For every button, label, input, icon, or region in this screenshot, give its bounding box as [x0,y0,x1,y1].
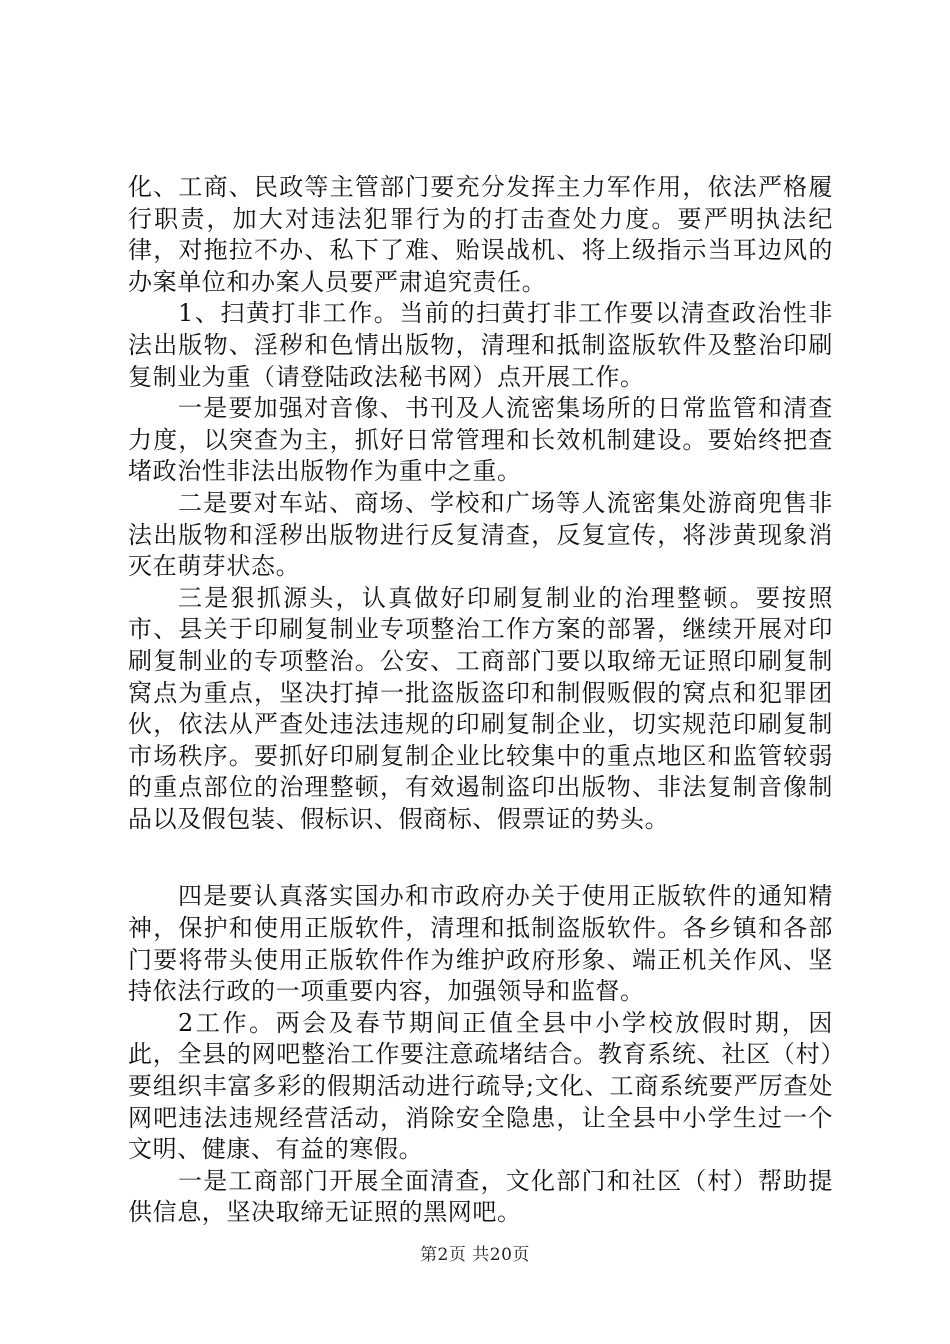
page-footer [0,1244,950,1266]
paragraph-anti-porn-work: 1、扫黄打非工作。当前的扫黄打非工作要以清查政治性非法出版物、淫秽和色情出版物，清理和抵制盗版软件及整治印刷复制业为重（请登陆政法秘书网）点开展工作。 [128,299,833,391]
paragraph-item-three: 三是狠抓源头，认真做好印刷复制业的治理整顿。要按照市、县关于印刷复制业专项整治工作方案的部署，继续开展对印刷复制业的专项整治。公安、工商部门要以取缔无证照印刷复制窝点为重点，坚决打掉一批盗版盗印和制假贩假的窝点和犯罪团伙，依法从严查处违法违规的印刷复制企业，切实规范印刷复制市场秩序。要抓好印刷复制企业比较集中的重点地区和监管较弱的重点部位的治理整顿，有效遏制盗印出版物、非法复制音像制品以及假包装、假标识、假商标、假票证的势头。 [128,583,833,833]
paragraph-item-one: 一是要加强对音像、书刊及人流密集场所的日常监管和清查力度，以突查为主，抓好日常管理和长效机制建设。要始终把查堵政治性非法出版物作为重中之重。 [128,394,833,486]
page-number-label: 第2页 共20页 [420,1245,530,1265]
paragraph-item-four: 四是要认真落实国办和市政府办关于使用正版软件的通知精神，保护和使用正版软件，清理和抵制盗版软件。各乡镇和各部门要将带头使用正版软件作为维护政府形象、端正机关作风、坚持依法行政的一项重要内容，加强领导和监督。 [128,882,833,1006]
paragraph-internet-cafe-work: 2工作。两会及春节期间正值全县中小学校放假时期，因此，全县的网吧整治工作要注意疏堵结合。教育系统、社区（村）要组织丰富多彩的假期活动进行疏导;文化、工商系统要严厉查处网吧违法违规经营活动，消除安全隐患，让全县中小学生过一个文明、健康、有益的寒假。 [128,1008,833,1164]
document-body [128,172,833,1229]
paragraph-gap [128,835,833,881]
paragraph-continuation: 化、工商、民政等主管部门要充分发挥主力军作用，依法严格履行职责，加大对违法犯罪行为的打击查处力度。要严明执法纪律，对拖拉不办、私下了难、贻误战机、将上级指示当耳边风的办案单位和办案人员要严肃追究责任。 [128,173,833,296]
paragraph-item-two: 二是要对车站、商场、学校和广场等人流密集处游商兜售非法出版物和淫秽出版物进行反复清查，反复宣传，将涉黄现象消灭在萌芽状态。 [128,488,833,581]
paragraph-cafe-item-one: 一是工商部门开展全面清查，文化部门和社区（村）帮助提供信息，坚决取缔无证照的黑网吧。 [128,1166,833,1227]
